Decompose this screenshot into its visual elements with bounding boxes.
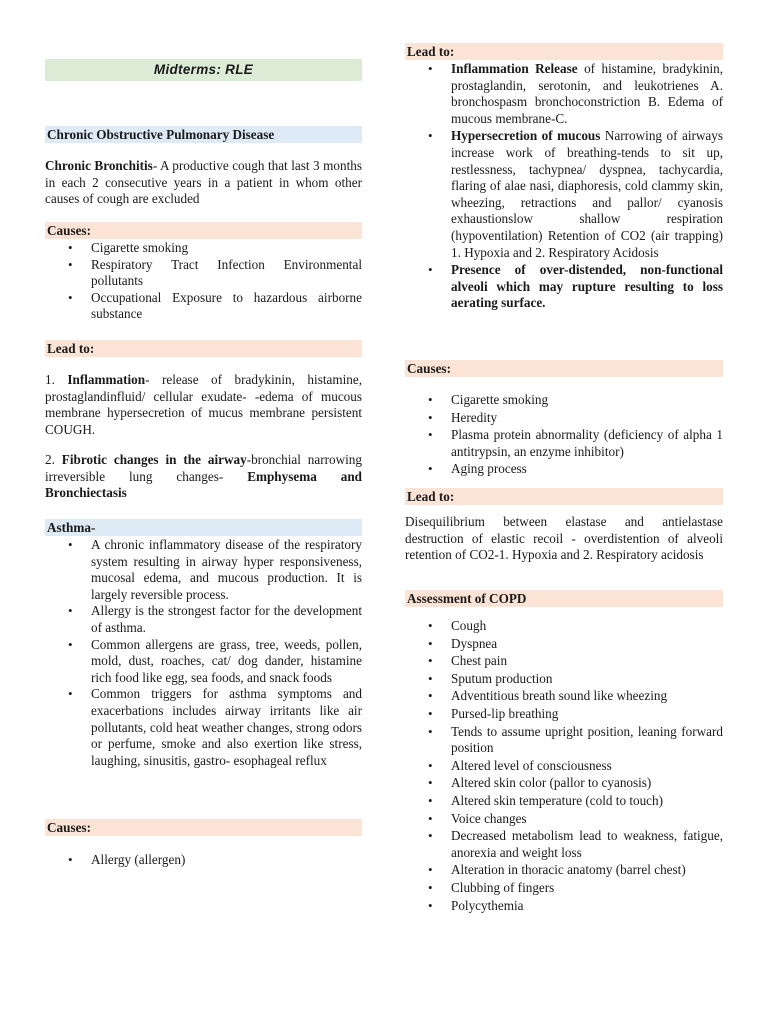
list-item: • Cough bbox=[405, 618, 723, 635]
causes-list bbox=[405, 392, 723, 479]
list-item: • Sputum production bbox=[405, 671, 723, 688]
copd-heading: Chronic Obstructive Pulmonary Disease bbox=[45, 126, 362, 143]
causes-heading: Causes: bbox=[405, 360, 723, 377]
list-item: • Chest pain bbox=[405, 653, 723, 670]
list-item: • Altered level of consciousness bbox=[405, 758, 723, 775]
causes-list bbox=[45, 240, 362, 323]
inflammation-term: Inflammation bbox=[67, 372, 146, 387]
disequilibrium-paragraph: Disequilibrium between elastase and antielastase destruction of elastic recoil - overdistention of alveoli retention of CO2-1. Hypoxia and 2. Respiratory acidosis bbox=[405, 514, 723, 563]
inflammation-text: - release of bradykinin, histamine, prostaglandinfluid/ cellular exudate- -edema of mucous membrane hypersecretion of mucus membrane persistent COUGH. bbox=[45, 372, 363, 437]
chronic-bronchitis-term: Chronic Bronchitis bbox=[45, 158, 153, 173]
list-item: • Polycythemia bbox=[405, 898, 723, 915]
list-item: • Adventitious breath sound like wheezing bbox=[405, 688, 723, 705]
list-item: • Occupational Exposure to hazardous airborne substance bbox=[45, 290, 362, 323]
asthma-list bbox=[45, 537, 362, 769]
asthma-heading: Asthma- bbox=[45, 519, 362, 536]
list-item: • Clubbing of fingers bbox=[405, 880, 723, 897]
list-item: • Common triggers for asthma symptoms and exacerbations includes airway irritants like air pollutants, cold heat weather changes, strong odors or perfume, smoke and also exertion like stress, laughing, sinusitis, gastro- esophageal reflux bbox=[45, 686, 362, 769]
list-item: • Allergy is the strongest factor for the development of asthma. bbox=[45, 603, 362, 636]
chronic-bronchitis-paragraph bbox=[45, 158, 362, 208]
fibrotic-term: Fibrotic changes in the airway bbox=[61, 452, 247, 467]
causes-list bbox=[45, 852, 362, 869]
item-number: 1. bbox=[45, 372, 68, 387]
list-item: • Decreased metabolism lead to weakness, fatigue, anorexia and weight loss bbox=[405, 828, 723, 861]
inflammation-paragraph bbox=[45, 372, 362, 438]
lead-to-heading: Lead to: bbox=[405, 43, 723, 60]
list-item: • Altered skin color (pallor to cyanosis) bbox=[405, 775, 723, 792]
list-item: • Aging process bbox=[405, 461, 723, 478]
item-number: 2. bbox=[45, 452, 62, 467]
list-item: • A chronic inflammatory disease of the respiratory system resulting in airway hyper responsiveness, mucosal edema, and mucous production. It is largely reversible process. bbox=[45, 537, 362, 603]
assessment-list bbox=[405, 618, 723, 915]
inflammation-release-text: of histamine, bradykinin, prostaglandin, serotonin, and leukotrienes A. bronchospasm bronchoconstriction B. Edema of mucous membrane-C. bbox=[451, 61, 723, 126]
list-item: • Dyspnea bbox=[405, 636, 723, 653]
lead-to-heading: Lead to: bbox=[45, 340, 362, 357]
list-item bbox=[405, 128, 723, 261]
list-item: • Heredity bbox=[405, 410, 723, 427]
hypersecretion-text: Narrowing of airways increase work of breathing-tends to sit up, restlessness, tachypnea/ dyspnea, tachycardia, flaring of alae nasi, diaphoresis, cold clammy skin, wheezing, retractions and pallor/ cyanosis exhaustionslow shallow respiration (hypoventilation) Retention of CO2 (air trapping) 1. Hypoxia and 2. Respiratory Acidosis bbox=[451, 128, 723, 260]
list-item: • Alteration in thoracic anatomy (barrel chest) bbox=[405, 862, 723, 879]
chronic-bronchitis-definition: - A productive cough that last 3 months in each 2 consecutive years in a patient in whom other causes of cough are excluded bbox=[45, 158, 362, 207]
lead-to-heading: Lead to: bbox=[405, 488, 723, 505]
fibrotic-paragraph bbox=[45, 452, 362, 502]
fibrotic-text: -bronchial narrowing irreversible lung changes- bbox=[45, 452, 362, 484]
list-item: • Plasma protein abnormality (deficiency of alpha 1 antitrypsin, an enzyme inhibitor) bbox=[405, 427, 723, 460]
inflammation-release-term: Inflammation Release bbox=[451, 61, 578, 76]
alveoli-text: Presence of over-distended, non-functional alveoli which may rupture resulting to loss aerating surface. bbox=[451, 262, 723, 311]
causes-heading: Causes: bbox=[45, 222, 362, 239]
list-item: • Altered skin temperature (cold to touch) bbox=[405, 793, 723, 810]
list-item: • Cigarette smoking bbox=[45, 240, 362, 257]
list-item: • Pursed-lip breathing bbox=[405, 706, 723, 723]
hypersecretion-term: Hypersecretion of mucous bbox=[451, 128, 601, 144]
list-item: • Common allergens are grass, tree, weeds, pollen, mold, dust, roaches, cat/ dog dander, histamine rich food like egg, sea foods, and snack foods bbox=[45, 637, 362, 687]
list-item: • Voice changes bbox=[405, 811, 723, 828]
list-item bbox=[405, 262, 723, 312]
lead-to-list bbox=[405, 61, 723, 312]
assessment-heading: Assessment of COPD bbox=[405, 590, 723, 607]
causes-heading: Causes: bbox=[45, 819, 362, 836]
page-title: Midterms: RLE bbox=[45, 59, 362, 81]
list-item: • Cigarette smoking bbox=[405, 392, 723, 409]
list-item: • Allergy (allergen) bbox=[45, 852, 362, 869]
list-item: • Respiratory Tract Infection Environmental pollutants bbox=[45, 257, 362, 290]
list-item: • Tends to assume upright position, leaning forward position bbox=[405, 724, 723, 757]
list-item bbox=[405, 61, 723, 127]
emphysema-term: Emphysema and Bronchiectasis bbox=[45, 468, 362, 501]
